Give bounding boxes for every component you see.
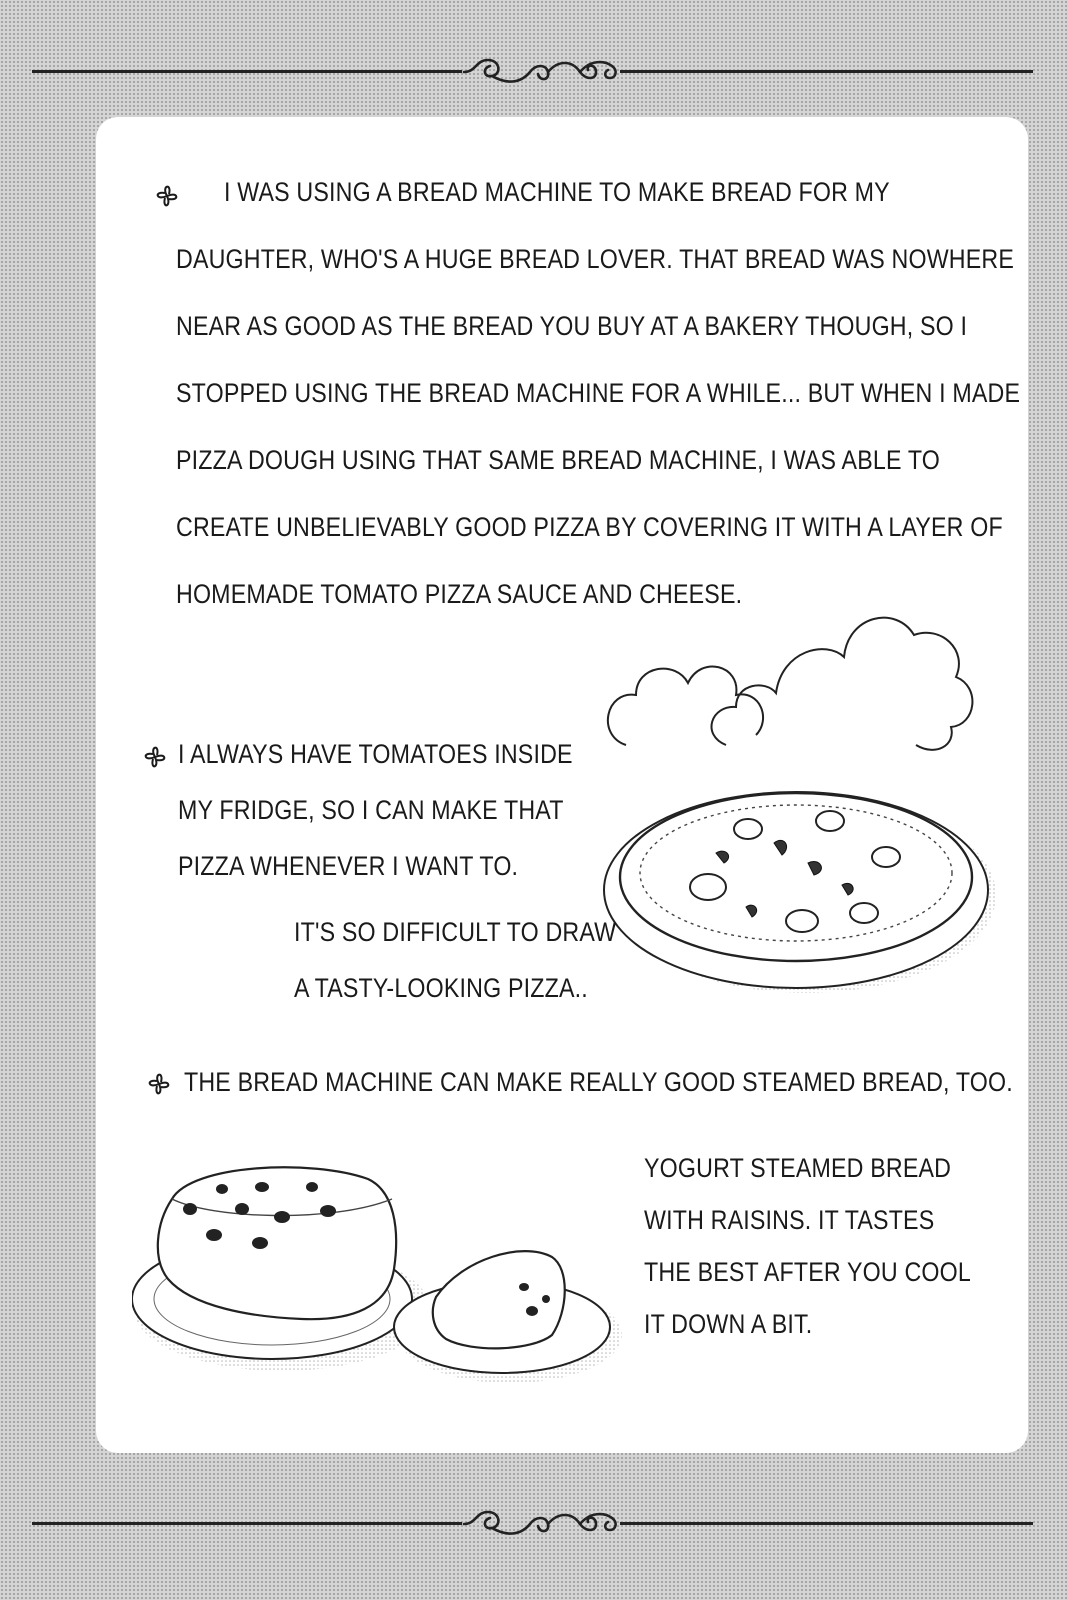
header-rule-left [32, 70, 462, 73]
note-1-line-6: CREATE UNBELIEVABLY GOOD PIZZA BY COVERING IT WITH A LAYER OF [176, 512, 1003, 542]
caption-line-3: THE BEST AFTER YOU COOL [644, 1257, 971, 1287]
footer-ornament [0, 1504, 1067, 1544]
note-1-line-3: NEAR AS GOOD AS THE BREAD YOU BUY AT A BAKERY THOUGH, SO I [176, 311, 968, 341]
footer-rule-left [32, 1522, 462, 1525]
caption-line-1: YOGURT STEAMED BREAD [644, 1153, 952, 1183]
header-ornament [0, 52, 1067, 92]
note-1-line-7: HOMEMADE TOMATO PIZZA SAUCE AND CHEESE. [176, 579, 743, 609]
scroll-flourish-icon [462, 1504, 620, 1544]
note-1-line-4: STOPPED USING THE BREAD MACHINE FOR A WHILE... BUT WHEN I MADE [176, 378, 1021, 408]
note-2-aside-1: IT'S SO DIFFICULT TO DRAW [294, 917, 617, 947]
steamed-bread-illustration [132, 1139, 672, 1399]
note-2-line-3: PIZZA WHENEVER I WANT TO. [178, 851, 519, 881]
note-2-line-1: I ALWAYS HAVE TOMATOES INSIDE [178, 739, 573, 769]
caption-line-2: WITH RAISINS. IT TASTES [644, 1205, 935, 1235]
note-1-line-5: PIZZA DOUGH USING THAT SAME BREAD MACHINE, I WAS ABLE TO [176, 445, 941, 475]
header-rule-right [620, 70, 1033, 73]
flower-icon [140, 742, 170, 772]
note-1-line-1: I WAS USING A BREAD MACHINE TO MAKE BREAD FOR MY [224, 177, 890, 207]
note-1-line-2: DAUGHTER, WHO'S A HUGE BREAD LOVER. THAT BREAD WAS NOWHERE [176, 244, 1014, 274]
caption-line-4: IT DOWN A BIT. [644, 1309, 813, 1339]
note-3-line-1: THE BREAD MACHINE CAN MAKE REALLY GOOD STEAMED BREAD, TOO. [184, 1067, 1013, 1097]
note-2-line-2: MY FRIDGE, SO I CAN MAKE THAT [178, 795, 564, 825]
flower-icon [144, 1069, 174, 1099]
footer-rule-right [620, 1522, 1033, 1525]
flower-icon [152, 181, 182, 211]
notes-panel [96, 117, 1028, 1453]
scroll-flourish-icon [462, 52, 620, 92]
note-2-aside-2: A TASTY-LOOKING PIZZA.. [294, 973, 588, 1003]
pizza-illustration [596, 595, 996, 1015]
